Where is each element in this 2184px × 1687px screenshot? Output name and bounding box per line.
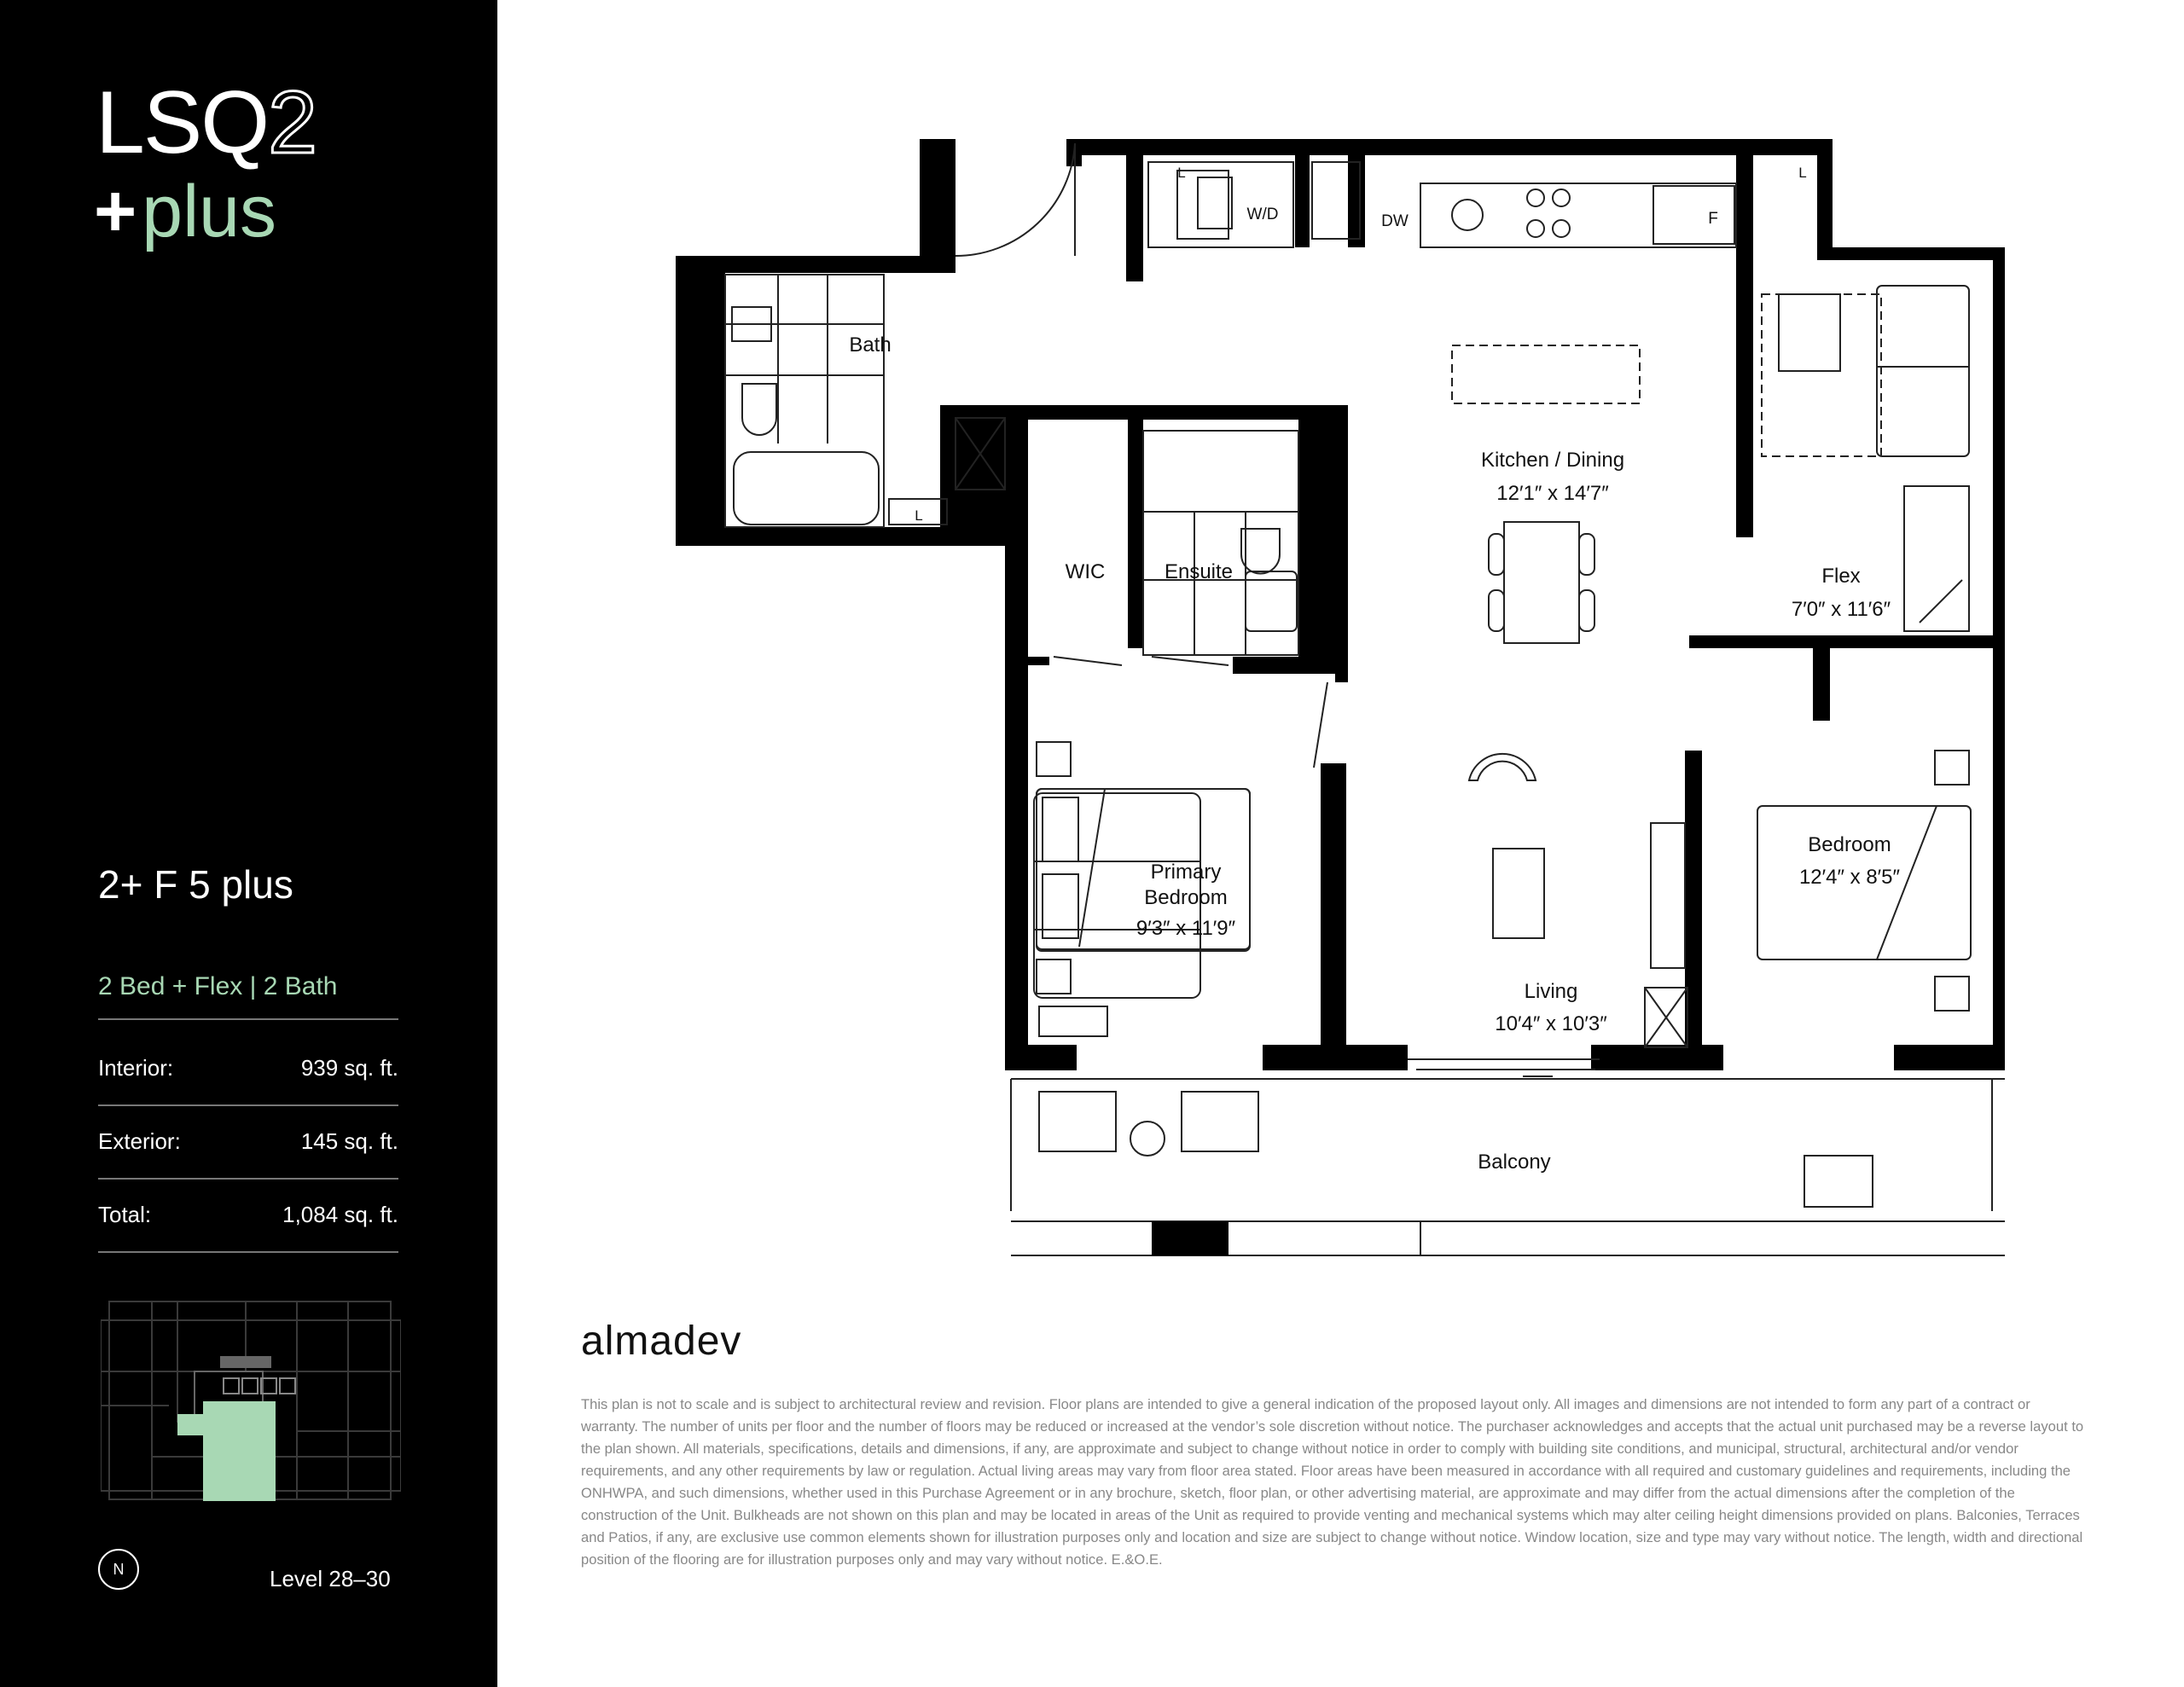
room-flex-dim: 7′0″ x 11′6″: [1791, 598, 1891, 621]
logo-cross: +: [94, 171, 137, 252]
key-plan: [101, 1286, 401, 1511]
room-wic: WIC: [1065, 560, 1106, 583]
stat-total: [98, 1178, 398, 1253]
sidebar: [0, 0, 497, 1687]
stat-value: 1,084 sq. ft.: [282, 1202, 398, 1227]
stat-label: Total:: [98, 1202, 152, 1227]
room-balcony: Balcony: [1478, 1151, 1551, 1174]
room-bath: Bath: [849, 333, 892, 357]
stat-exterior: [98, 1104, 398, 1180]
logo-text: LSQ: [96, 73, 269, 172]
room-primary-line1: Primary: [1150, 861, 1222, 884]
logo-plus: [94, 171, 276, 252]
room-primary-line2: Bedroom: [1144, 886, 1228, 909]
stat-label: Interior:: [98, 1055, 174, 1081]
stat-value: 939 sq. ft.: [300, 1055, 398, 1081]
appliance-fridge: F: [1708, 210, 1718, 228]
room-living-name: Living: [1524, 980, 1578, 1003]
appliance-washer-dryer: W/D: [1246, 206, 1279, 223]
disclaimer-text: This plan is not to scale and is subject to architectural review and revision. Floor plans are intended to give a general indication of the proposed layout only. All images and dimensions are not intended to form any part of a contract or warranty. The number of units per floor and the number of floors may be reduced or increased at the vendor’s sole discretion without notice. The purchaser acknowledges and accepts that the actual unit purchased may be a reverse layout to the plan shown. All materials, specifications, details and dimensions, if any, are approximate and subject to change without notice in order to comply with building site conditions, and municipal, structural, architectural and/or vendor requirements, and any other requirements by law or regulation. Actual living areas may vary from floor area stated. Floor areas have been measured in accordance with all required and customary guidelines and requirements, including the ONHWPA, and such dimensions, whether used in this Purchase Agreement or in any brochure, sketch, floor plan, or other advertising material, are approximate and may differ from the actual dimensions after the completion of the construction of the Unit. Bulkheads are not shown on this plan and may be located in areas of the Unit as required to provide venting and mechanical systems which may alter ceiling height dimensions provided on plans. Balconies, Terraces and Patios, if any, are exclusive use common elements shown for illustration purposes only and location and size are subject to change without notice. Window location, size and type may vary without notice. The length, width and directional position of the flooring are for illustration purposes only and may vary without notice. E.&O.E.: [581, 1396, 2084, 1568]
level-label: Level 28–30: [270, 1566, 391, 1591]
room-living-dim: 10′4″ x 10′3″: [1495, 1012, 1607, 1035]
room-primary-dim: 9′3″ x 11′9″: [1136, 917, 1236, 940]
room-kitchen-name: Kitchen / Dining: [1480, 449, 1625, 472]
unit-type: 2 Bed + Flex | 2 Bath: [98, 972, 398, 1020]
linen-closet-label: L: [915, 507, 923, 524]
linen-closet-label: L: [1177, 165, 1186, 181]
developer-logo: almadev: [581, 1319, 742, 1364]
room-bedroom-name: Bedroom: [1808, 833, 1891, 856]
room-flex-name: Flex: [1821, 565, 1861, 588]
stat-interior: [98, 1031, 398, 1106]
logo-plus-text: plus: [142, 171, 276, 252]
logo-number: 2: [268, 73, 316, 172]
north-indicator: N: [98, 1549, 139, 1590]
shafts: [1645, 988, 1687, 1047]
balcony-column: [1152, 1221, 1228, 1255]
logo: [96, 73, 316, 172]
room-bedroom-dim: 12′4″ x 8′5″: [1798, 866, 1901, 889]
stat-label: Exterior:: [98, 1128, 181, 1154]
room-ensuite: Ensuite: [1164, 560, 1234, 583]
room-kitchen-dim: 12′1″ x 14′7″: [1496, 482, 1609, 505]
unit-name: 2+ F 5 plus: [98, 862, 293, 907]
stat-value: 145 sq. ft.: [300, 1128, 398, 1154]
appliance-dishwasher: DW: [1381, 212, 1409, 230]
linen-closet-label: L: [1798, 165, 1807, 181]
